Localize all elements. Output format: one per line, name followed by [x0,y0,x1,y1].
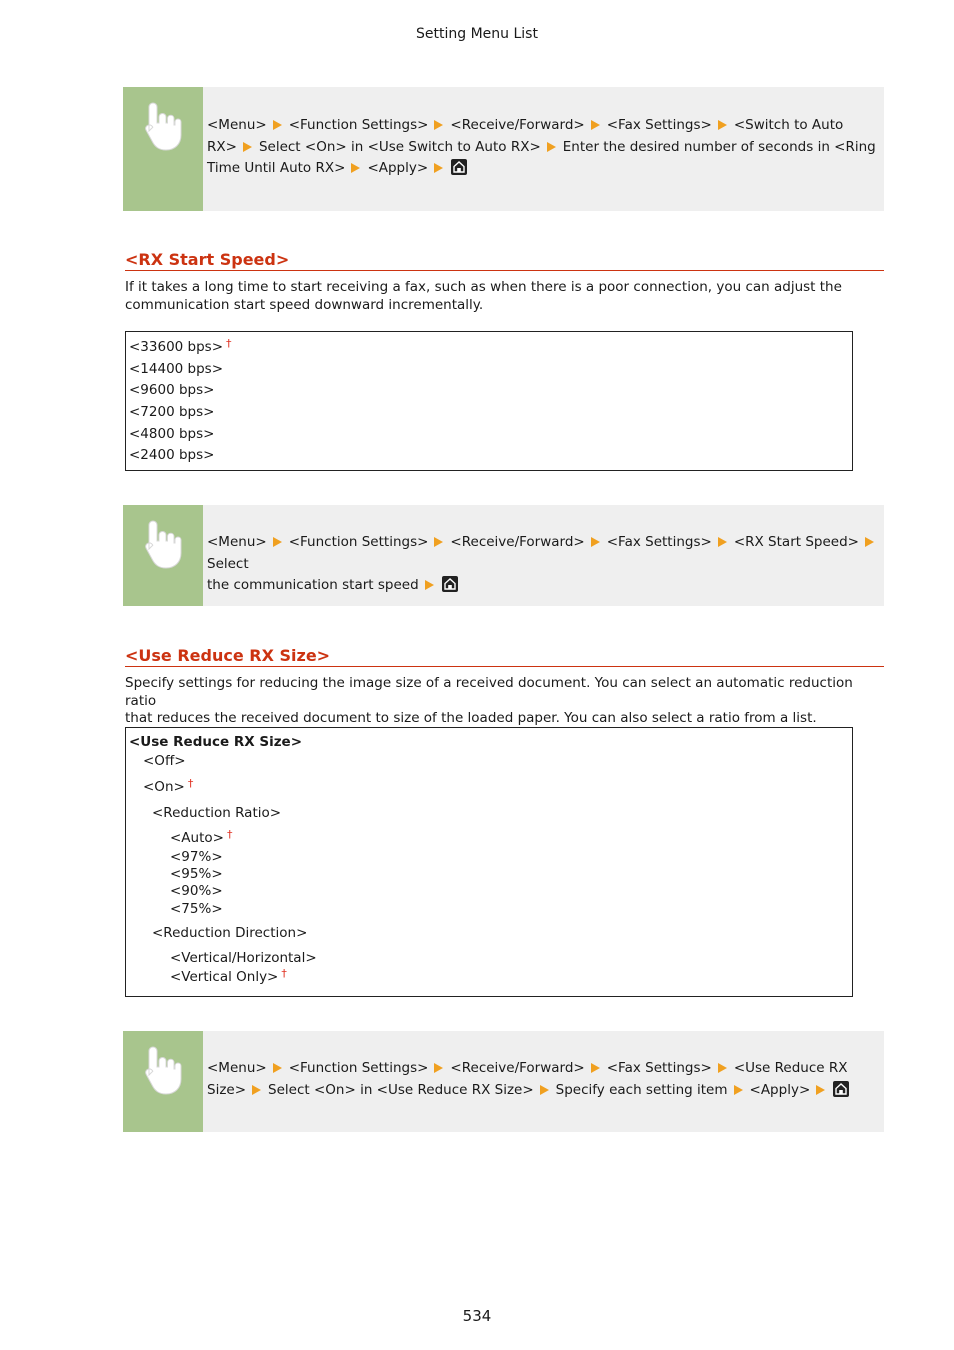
operation-box-auto-rx [123,87,884,211]
pointing-hand-icon [139,517,183,573]
menu-path-line-1: <Menu> <Function Settings> <Receive/Forward> <Fax Settings> <Switch to Auto [207,117,844,133]
arrow-icon [273,537,282,547]
arrow-icon [252,1085,261,1095]
ratio-95: <95%> [170,866,223,882]
operation-box-rx-start-speed [123,505,884,606]
ratio-auto: <Auto> † [170,828,233,846]
arrow-icon [718,537,727,547]
operation-box-use-reduce [123,1031,884,1132]
menu-path [207,532,884,597]
direction-vertical-only: <Vertical Only> † [170,967,287,985]
arrow-icon [351,163,360,173]
option-2400: <2400 bps> [129,447,215,463]
use-reduce-options-box [125,727,853,997]
option-33600: <33600 bps> † [129,337,232,355]
hand-panel [123,505,203,606]
default-dagger: † [281,967,287,980]
arrow-icon [547,142,556,152]
arrow-icon [734,1085,743,1095]
option-7200: <7200 bps> [129,404,215,420]
menu-path-line-3: Time Until Auto RX> <Apply> [207,158,884,180]
option-off: <Off> [143,753,186,769]
menu-path-line-2: RX> Select <On> in <Use Switch to Auto RX> Enter the desired number of seconds in <Ring [207,138,876,155]
option-4800: <4800 bps> [129,426,215,442]
pointing-hand-icon [139,99,183,155]
menu-path-line-2: the communication start speed [207,575,884,597]
menu-path-line-2: Size> Select <On> in <Use Reduce RX Size> Specify each setting item <Apply> [207,1080,884,1102]
home-icon [442,576,458,592]
use-reduce-description: Specify settings for reducing the image size of a received document. You can select an automatic reduction ratio that reduces the received document to size of the loaded paper. You can also select a ratio from a list. [125,675,853,726]
option-9600: <9600 bps> [129,382,215,398]
default-dagger: † [187,777,194,790]
reduction-direction-label: <Reduction Direction> [152,925,308,941]
arrow-icon [273,1063,282,1073]
arrow-icon [434,163,443,173]
arrow-icon [434,1063,443,1073]
menu-path-line-1: <Menu> <Function Settings> <Receive/Forward> <Fax Settings> <RX Start Speed>Select [207,532,884,575]
pointing-hand-icon [139,1043,183,1099]
option-14400: <14400 bps> [129,361,224,377]
home-icon [451,159,467,175]
ratio-90: <90%> [170,883,223,899]
arrow-icon [865,537,874,547]
direction-vertical-horizontal: <Vertical/Horizontal> [170,950,317,966]
arrow-icon [718,120,727,130]
home-icon [833,1081,849,1097]
arrow-icon [273,120,282,130]
menu-path-line-1: <Menu> <Function Settings> <Receive/Forward> <Fax Settings> <Use Reduce RX [207,1060,848,1076]
use-reduce-heading: <Use Reduce RX Size> [129,734,303,750]
default-dagger: † [226,828,233,841]
ratio-75: <75%> [170,901,223,917]
rx-start-speed-options-box [125,331,853,471]
running-header: Setting Menu List [416,26,538,42]
default-dagger: † [226,337,232,350]
menu-path [207,1058,884,1101]
rx-start-speed-description: If it takes a long time to start receiving a fax, such as when there is a poor connection, you can adjust the communication start speed downward incrementally. [125,279,842,313]
option-on: <On> † [143,777,194,795]
page-number: 534 [462,1307,492,1325]
ratio-97: <97%> [170,849,223,865]
arrow-icon [425,580,434,590]
arrow-icon [540,1085,549,1095]
menu-path [207,115,884,180]
hand-panel [123,87,203,211]
arrow-icon [591,120,600,130]
reduction-ratio-label: <Reduction Ratio> [152,805,282,821]
arrow-icon [434,537,443,547]
arrow-icon [243,142,252,152]
arrow-icon [591,1063,600,1073]
section-title-use-reduce-rx-size: <Use Reduce RX Size> [125,646,884,667]
section-title-rx-start-speed: <RX Start Speed> [125,250,884,271]
arrow-icon [816,1085,825,1095]
arrow-icon [591,537,600,547]
arrow-icon [718,1063,727,1073]
arrow-icon [434,120,443,130]
hand-panel [123,1031,203,1132]
